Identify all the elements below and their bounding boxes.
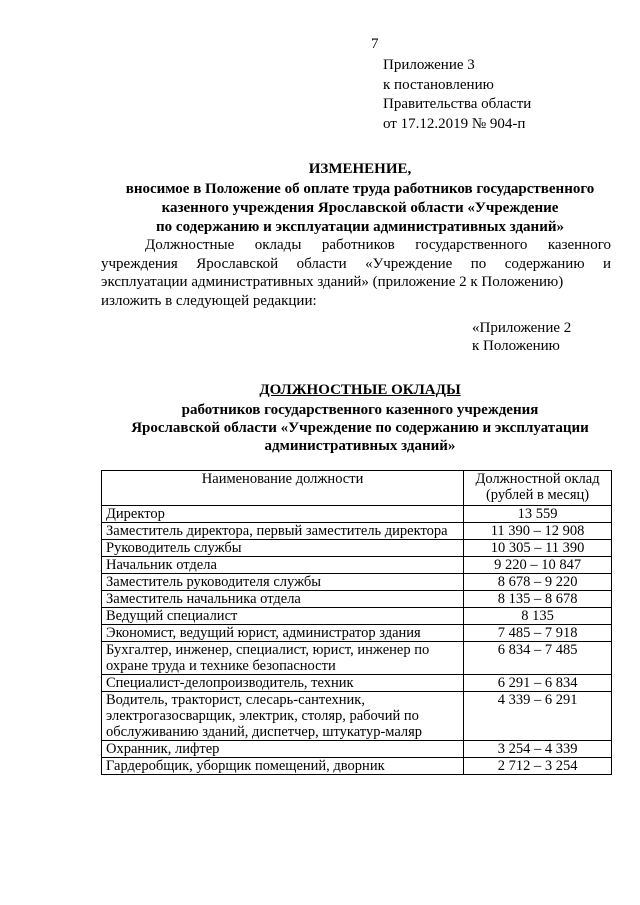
table-row bbox=[102, 557, 612, 574]
annex-2-reference bbox=[472, 319, 571, 355]
salary-cell: 9 220 – 10 847 bbox=[464, 557, 612, 574]
page-number: 7 bbox=[371, 36, 379, 52]
subheading-line: Ярославской области «Учреждение по содержанию и эксплуатации bbox=[131, 420, 589, 436]
salary-cell: 2 712 – 3 254 bbox=[464, 758, 612, 775]
document-title: ИЗМЕНЕНИЕ, bbox=[308, 161, 412, 177]
position-cell: Гардеробщик, уборщик помещений, дворник bbox=[102, 758, 464, 775]
header-salary: Должностной оклад (рублей в месяц) bbox=[464, 471, 612, 506]
appendix-header-line: Приложение 3 bbox=[383, 57, 475, 73]
position-cell: Ведущий специалист bbox=[102, 608, 464, 625]
salary-cell: 3 254 – 4 339 bbox=[464, 741, 612, 758]
appendix-header-line: от 17.12.2019 № 904-п bbox=[383, 115, 526, 132]
salary-table bbox=[101, 470, 612, 775]
table-row bbox=[102, 540, 612, 557]
salary-cell: 11 390 – 12 908 bbox=[464, 523, 612, 540]
position-cell: Охранник, лифтер bbox=[102, 741, 464, 758]
body-paragraph-main: Должностные оклады работников государственного казенного учреждения Ярославской области «Учреждение по содержанию и эксплуатации административных зданий» (приложение 2 к Положению) bbox=[101, 237, 611, 290]
position-cell: Водитель, тракторист, слесарь-сантехник, электрогазосварщик, электрик, столяр, рабочий по обслуживанию зданий, диспетчер, штукатур-маляр bbox=[102, 692, 464, 741]
position-cell: Заместитель руководителя службы bbox=[102, 574, 464, 591]
position-cell: Директор bbox=[102, 506, 464, 523]
position-cell: Заместитель начальника отдела bbox=[102, 591, 464, 608]
position-cell: Экономист, ведущий юрист, администратор здания bbox=[102, 625, 464, 642]
position-cell: Заместитель директора, первый заместитель директора bbox=[102, 523, 464, 540]
salary-heading-text: ДОЛЖНОСТНЫЕ ОКЛАДЫ bbox=[259, 382, 461, 398]
salary-subheading bbox=[80, 401, 640, 455]
position-cell: Начальник отдела bbox=[102, 557, 464, 574]
subtitle-line: по содержанию и эксплуатации административных зданий» bbox=[156, 219, 564, 235]
table-row bbox=[102, 506, 612, 523]
header-position: Наименование должности bbox=[102, 471, 464, 506]
table-row bbox=[102, 591, 612, 608]
subtitle-line: казенного учреждения Ярославской области «Учреждение bbox=[161, 200, 559, 216]
table-row bbox=[102, 692, 612, 741]
salary-cell: 8 678 – 9 220 bbox=[464, 574, 612, 591]
table-row bbox=[102, 523, 612, 540]
document-subtitle bbox=[80, 180, 640, 237]
subtitle-line: вносимое в Положение об оплате труда работников государственного bbox=[125, 181, 595, 197]
salary-cell: 6 291 – 6 834 bbox=[464, 675, 612, 692]
table-row bbox=[102, 642, 612, 675]
salary-cell: 8 135 – 8 678 bbox=[464, 591, 612, 608]
position-cell: Бухгалтер, инженер, специалист, юрист, инженер по охране труда и технике безопасности bbox=[102, 642, 464, 675]
annex-line: «Приложение 2 bbox=[472, 320, 572, 336]
table-row bbox=[102, 625, 612, 642]
table-row bbox=[102, 741, 612, 758]
table-row bbox=[102, 675, 612, 692]
body-paragraph bbox=[101, 236, 611, 310]
salary-cell: 6 834 – 7 485 bbox=[464, 642, 612, 675]
appendix-header-line: к постановлению bbox=[383, 76, 494, 93]
table-row bbox=[102, 574, 612, 591]
annex-line: к Положению bbox=[472, 338, 560, 354]
body-paragraph-last: изложить в следующей редакции: bbox=[101, 292, 317, 309]
appendix-header-line: Правительства области bbox=[383, 96, 532, 112]
position-cell: Специалист-делопроизводитель, техник bbox=[102, 675, 464, 692]
salary-cell: 10 305 – 11 390 bbox=[464, 540, 612, 557]
salary-cell: 7 485 – 7 918 bbox=[464, 625, 612, 642]
subheading-line: административных зданий» bbox=[264, 438, 456, 454]
table-header-row bbox=[102, 471, 612, 506]
appendix-header bbox=[383, 56, 531, 134]
table-row bbox=[102, 758, 612, 775]
salary-cell: 8 135 bbox=[464, 608, 612, 625]
salary-cell: 13 559 bbox=[464, 506, 612, 523]
position-cell: Руководитель службы bbox=[102, 540, 464, 557]
subheading-line: работников государственного казенного учреждения bbox=[181, 402, 539, 418]
salary-heading bbox=[80, 382, 640, 399]
salary-cell: 4 339 – 6 291 bbox=[464, 692, 612, 741]
table-row bbox=[102, 608, 612, 625]
